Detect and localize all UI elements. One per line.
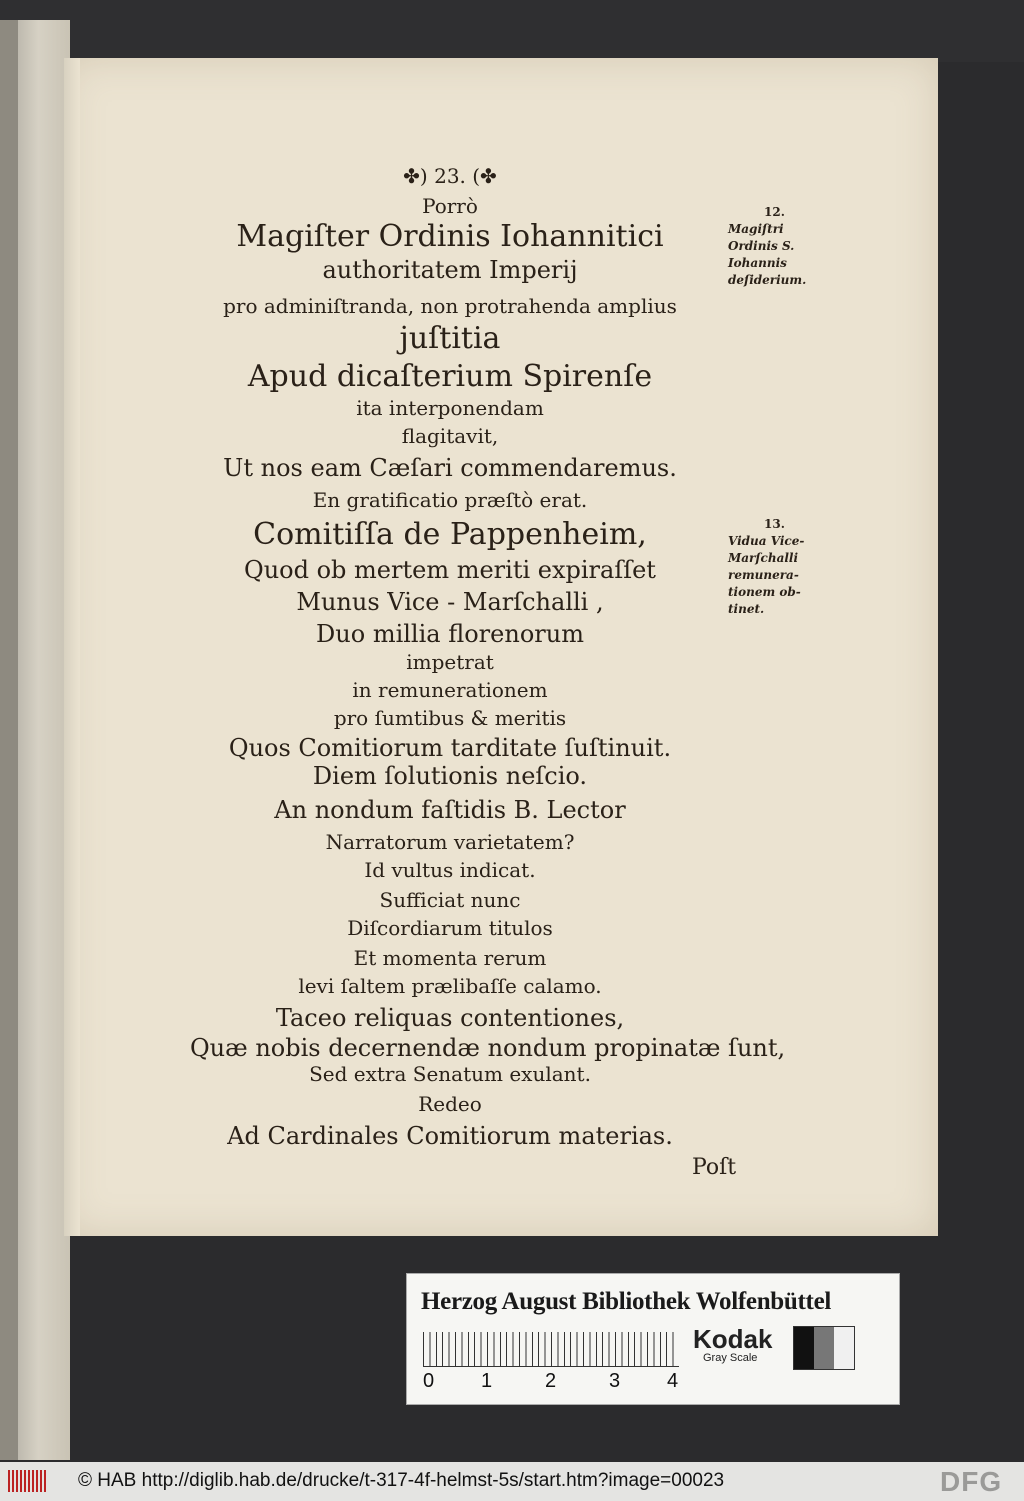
ruler-number: 0 xyxy=(423,1370,435,1392)
scale-ruler-base xyxy=(423,1366,679,1367)
marginal-note-line: deſiderium. xyxy=(728,273,807,287)
text-line: ita interponendam xyxy=(356,396,544,420)
text-line: Diſcordiarum titulos xyxy=(347,916,553,940)
swatch-black xyxy=(794,1327,814,1369)
marginal-note-number: 13. xyxy=(764,517,785,531)
marginal-note-line: Magiſtri xyxy=(728,222,784,236)
text-line: Munus Vice - Marſchalli , xyxy=(296,588,604,616)
text-line: levi ſaltem prælibaſſe calamo. xyxy=(298,974,602,998)
marginal-note-line: Marſchalli xyxy=(728,551,799,565)
gray-swatches xyxy=(793,1326,855,1370)
library-label xyxy=(406,1273,900,1405)
page-header: ✤) 23. (✤ xyxy=(403,164,497,188)
text-line: Comitiſſa de Pappenheim, xyxy=(253,517,647,552)
swatch-gray xyxy=(814,1327,834,1369)
marginal-note-line: Iohannis xyxy=(728,256,787,270)
facing-page-edge xyxy=(0,20,70,1460)
text-line: flagitavit, xyxy=(401,424,499,448)
copyright-url[interactable]: © HAB http://diglib.hab.de/drucke/t-317-4f-helmst-5s/start.htm?image=00023 xyxy=(78,1470,725,1491)
swatch-white xyxy=(834,1327,854,1369)
library-name: Herzog August Bibliothek Wolfenbüttel xyxy=(421,1288,832,1315)
text-line: Diem ſolutionis neſcio. xyxy=(312,762,588,790)
text-line: Quod ob mertem meriti expiraſſet xyxy=(244,556,656,584)
barcode-icon xyxy=(8,1470,48,1492)
text-line: Sed extra Senatum exulant. xyxy=(309,1062,591,1086)
gray-scale-caption: Gray Scale xyxy=(703,1352,758,1364)
text-line: Redeo xyxy=(418,1092,482,1116)
text-line: En gratificatio præſtò erat. xyxy=(312,488,588,512)
marginal-note-line: Ordinis S. xyxy=(728,239,795,253)
text-line: An nondum faſtidis B. Lector xyxy=(274,796,626,824)
scale-ruler xyxy=(423,1332,679,1366)
ruler-number: 4 xyxy=(667,1370,679,1392)
ruler-number: 2 xyxy=(545,1370,557,1392)
text-line: pro adminiſtranda, non protrahenda amplius xyxy=(223,294,677,318)
marginal-note-line: tionem ob- xyxy=(728,585,801,599)
text-line: Quæ nobis decernendæ nondum propinatæ ſunt, xyxy=(190,1034,786,1062)
ruler-number: 1 xyxy=(481,1370,493,1392)
text-line: authoritatem Imperij xyxy=(322,256,578,284)
text-line: Ut nos eam Cæſari commendaremus. xyxy=(223,454,677,482)
text-line: Sufficiat nunc xyxy=(379,888,521,912)
text-line: Taceo reliquas contentiones, xyxy=(275,1004,625,1032)
marginal-note-line: tinet. xyxy=(728,602,765,616)
scanner-background xyxy=(0,0,1024,62)
text-line: Porrò xyxy=(422,194,478,218)
text-line: Narratorum varietatem? xyxy=(325,830,575,854)
text-line: Magiſter Ordinis Iohannitici xyxy=(236,219,664,254)
text-line: Id vultus indicat. xyxy=(364,858,536,882)
text-line: Apud dicaſterium Spirenſe xyxy=(247,359,653,394)
text-line: Duo millia florenorum xyxy=(316,620,584,648)
marginal-note-line: remunera- xyxy=(728,568,799,582)
marginal-note-12 xyxy=(728,204,838,289)
text-line: pro ſumtibus & meritis xyxy=(333,706,567,730)
marginal-note-line: Vidua Vice- xyxy=(728,534,805,548)
kodak-logo: Kodak xyxy=(693,1324,773,1354)
text-line: Ad Cardinales Comitiorum materias. xyxy=(227,1122,673,1150)
marginal-note-number: 12. xyxy=(764,205,785,219)
marginal-note-13 xyxy=(728,516,838,618)
page-gutter xyxy=(64,58,80,1236)
catchword: Poſt xyxy=(692,1155,737,1180)
text-line: Quos Comitiorum tarditate ſuſtinuit. xyxy=(228,734,672,762)
dfg-logo: DFG xyxy=(940,1466,1003,1497)
text-line: impetrat xyxy=(406,650,494,674)
text-line: in remunerationem xyxy=(352,678,548,702)
text-line: juſtitia xyxy=(399,321,501,356)
text-line: Et momenta rerum xyxy=(353,946,547,970)
footer-bar xyxy=(0,1462,1024,1501)
ruler-number: 3 xyxy=(609,1370,621,1392)
